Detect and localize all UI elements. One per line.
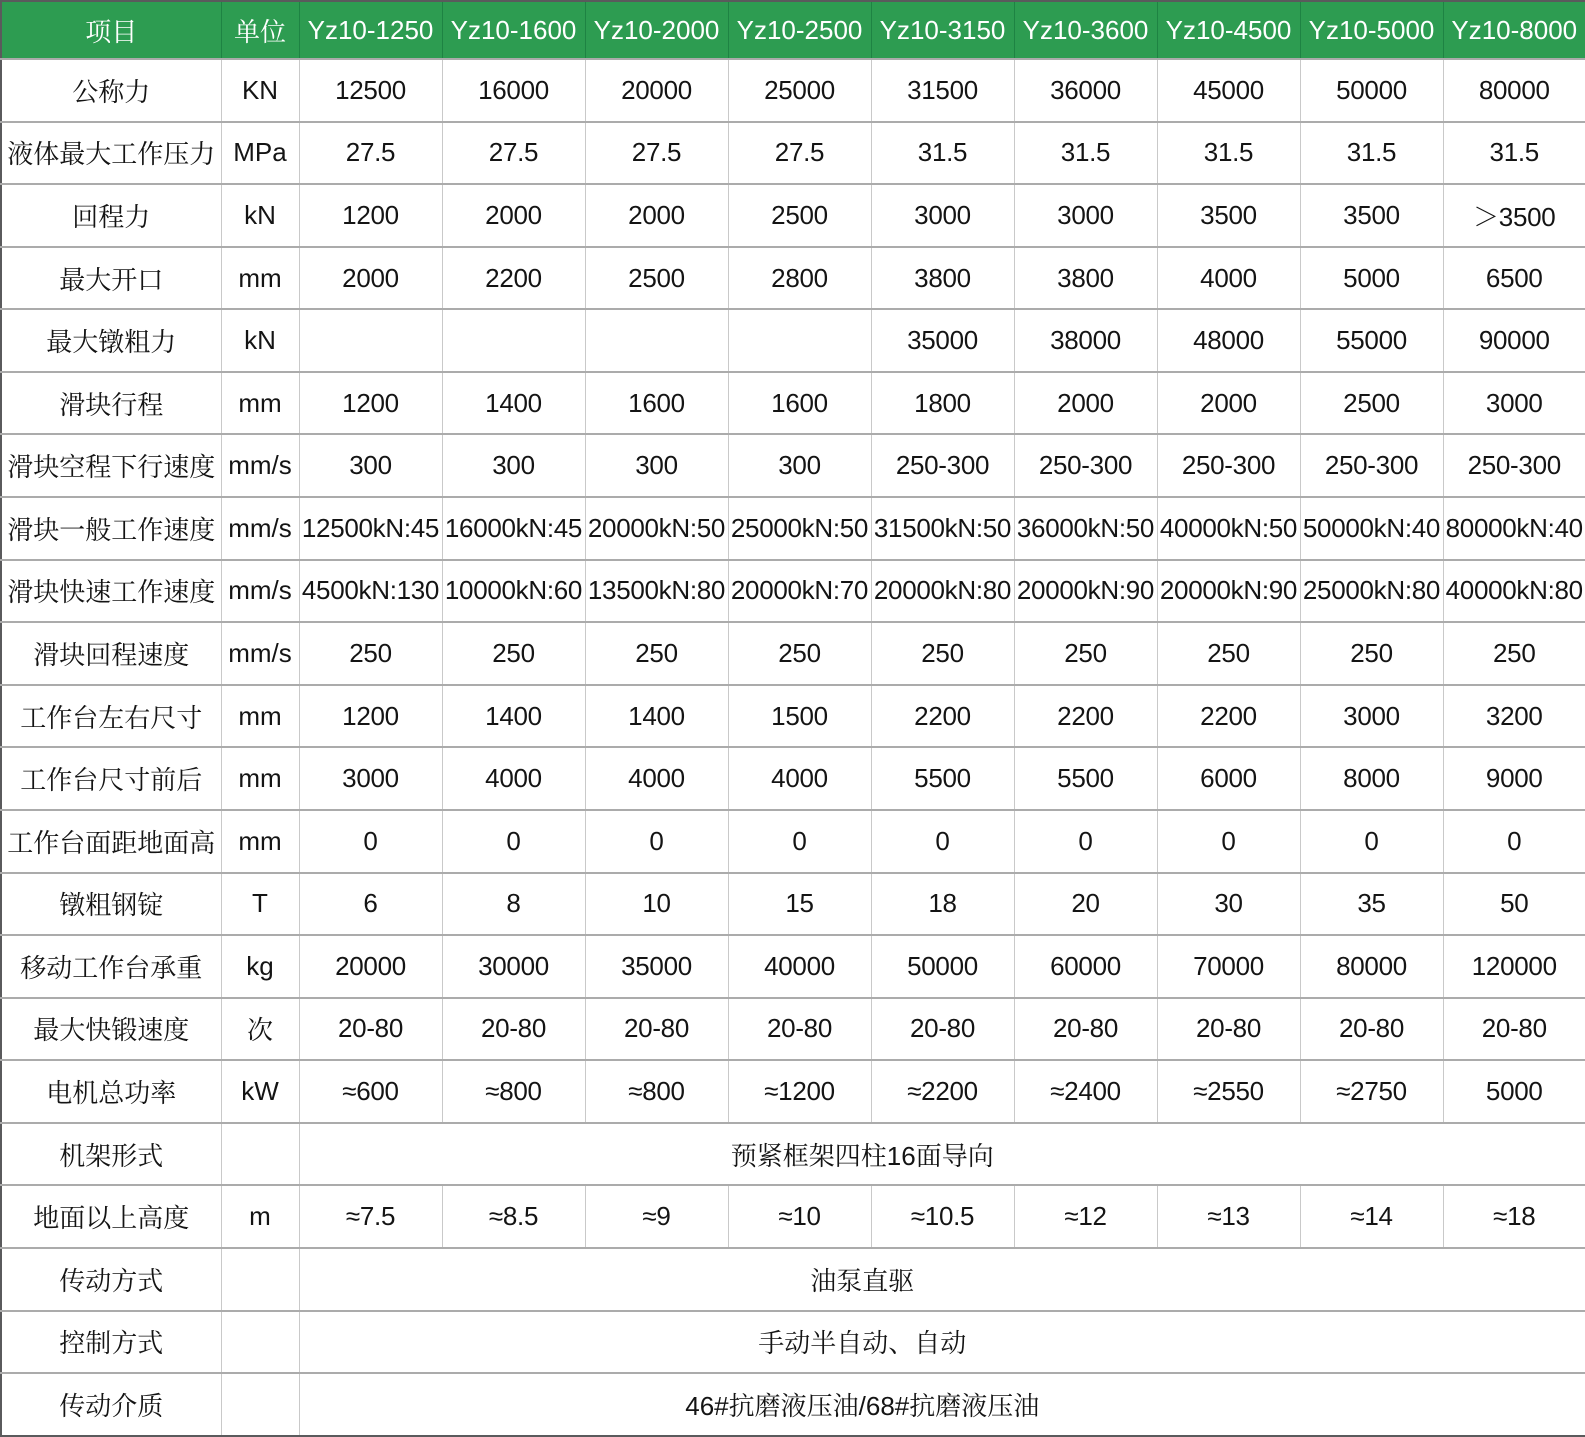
unit-cell: mm	[221, 247, 299, 310]
value-cell: 20000	[585, 59, 728, 122]
value-cell: 0	[299, 810, 442, 873]
value-cell: 0	[871, 810, 1014, 873]
value-cell: 20	[1014, 873, 1157, 936]
unit-cell	[221, 1373, 299, 1436]
unit-cell: MPa	[221, 122, 299, 185]
value-cell: 20000kN:50	[585, 497, 728, 560]
value-cell: 10000kN:60	[442, 560, 585, 623]
table-row	[1, 998, 1585, 1061]
value-cell	[442, 309, 585, 372]
value-cell: 2000	[1157, 372, 1300, 435]
value-cell: 70000	[1157, 935, 1300, 998]
value-cell: 8000	[1300, 747, 1443, 810]
value-cell: 2200	[1014, 685, 1157, 748]
value-cell: 1600	[728, 372, 871, 435]
value-cell: ≈2750	[1300, 1060, 1443, 1123]
value-cell: 1200	[299, 685, 442, 748]
value-cell: 50000kN:40	[1300, 497, 1443, 560]
value-cell: 35000	[871, 309, 1014, 372]
value-cell: 35000	[585, 935, 728, 998]
column-header-unit: 单位	[221, 1, 299, 59]
value-cell: 31.5	[1300, 122, 1443, 185]
column-header-yz10-2500: Yz10-2500	[728, 1, 871, 59]
unit-cell: mm	[221, 372, 299, 435]
value-cell: 2000	[585, 184, 728, 247]
value-cell: 5500	[1014, 747, 1157, 810]
value-cell: 3500	[1300, 184, 1443, 247]
value-cell: ≈2550	[1157, 1060, 1300, 1123]
value-cell: 300	[442, 434, 585, 497]
value-cell: ≈8.5	[442, 1185, 585, 1248]
unit-cell: kN	[221, 184, 299, 247]
value-cell: 1400	[585, 685, 728, 748]
value-cell: 6000	[1157, 747, 1300, 810]
value-cell: 27.5	[728, 122, 871, 185]
row-label: 传动方式	[1, 1248, 221, 1311]
column-header-yz10-2000: Yz10-2000	[585, 1, 728, 59]
value-cell	[585, 309, 728, 372]
table-row	[1, 1248, 1585, 1311]
value-cell: ≈2200	[871, 1060, 1014, 1123]
value-cell: 90000	[1443, 309, 1585, 372]
value-cell: 250	[1443, 622, 1585, 685]
value-cell: 2500	[1300, 372, 1443, 435]
value-cell: 20-80	[442, 998, 585, 1061]
value-cell: ≈800	[442, 1060, 585, 1123]
unit-cell: m	[221, 1185, 299, 1248]
value-cell: ≈13	[1157, 1185, 1300, 1248]
unit-cell	[221, 1123, 299, 1186]
value-cell: 12500	[299, 59, 442, 122]
unit-cell: mm	[221, 747, 299, 810]
value-cell: ≈18	[1443, 1185, 1585, 1248]
value-cell: 60000	[1014, 935, 1157, 998]
unit-cell: kg	[221, 935, 299, 998]
column-header-yz10-3150: Yz10-3150	[871, 1, 1014, 59]
row-label: 回程力	[1, 184, 221, 247]
value-cell: ≈600	[299, 1060, 442, 1123]
row-label: 最大快锻速度	[1, 998, 221, 1061]
value-cell: 250-300	[1300, 434, 1443, 497]
value-cell: 0	[1014, 810, 1157, 873]
row-label: 移动工作台承重	[1, 935, 221, 998]
row-label: 滑块回程速度	[1, 622, 221, 685]
unit-cell: mm	[221, 685, 299, 748]
value-cell: 27.5	[585, 122, 728, 185]
unit-cell: mm/s	[221, 497, 299, 560]
value-cell: 2200	[871, 685, 1014, 748]
value-cell: ≈10.5	[871, 1185, 1014, 1248]
column-header-yz10-1250: Yz10-1250	[299, 1, 442, 59]
value-cell: 30000	[442, 935, 585, 998]
unit-cell: T	[221, 873, 299, 936]
value-cell: 50000	[871, 935, 1014, 998]
value-cell: 36000	[1014, 59, 1157, 122]
value-cell: 250	[871, 622, 1014, 685]
value-cell: 16000	[442, 59, 585, 122]
value-cell: 0	[728, 810, 871, 873]
table-row	[1, 434, 1585, 497]
value-cell: 27.5	[299, 122, 442, 185]
value-cell: 35	[1300, 873, 1443, 936]
value-cell: 20-80	[1300, 998, 1443, 1061]
value-cell: 2000	[299, 247, 442, 310]
column-header-item: 项目	[1, 1, 221, 59]
row-label: 工作台尺寸前后	[1, 747, 221, 810]
value-cell: 2200	[1157, 685, 1300, 748]
value-cell: 13500kN:80	[585, 560, 728, 623]
value-cell: ＞3500	[1443, 184, 1585, 247]
row-label: 最大开口	[1, 247, 221, 310]
value-cell: 2000	[442, 184, 585, 247]
value-cell: 20-80	[1157, 998, 1300, 1061]
row-label: 滑块一般工作速度	[1, 497, 221, 560]
value-cell: 1400	[442, 372, 585, 435]
value-cell: ≈12	[1014, 1185, 1157, 1248]
value-cell: 2500	[585, 247, 728, 310]
value-cell: 300	[585, 434, 728, 497]
value-cell: 20-80	[728, 998, 871, 1061]
value-cell: 1200	[299, 184, 442, 247]
table-row	[1, 1373, 1585, 1436]
value-cell: 4000	[1157, 247, 1300, 310]
value-cell: 3200	[1443, 685, 1585, 748]
value-cell: 20000kN:90	[1014, 560, 1157, 623]
value-cell: 3000	[871, 184, 1014, 247]
value-cell: 0	[442, 810, 585, 873]
value-cell: 120000	[1443, 935, 1585, 998]
unit-cell: mm/s	[221, 434, 299, 497]
value-cell: 40000	[728, 935, 871, 998]
table-row	[1, 810, 1585, 873]
table-row	[1, 747, 1585, 810]
merged-value-cell: 手动半自动、自动	[299, 1311, 1585, 1374]
value-cell: 20000	[299, 935, 442, 998]
table-row	[1, 309, 1585, 372]
row-label: 工作台面距地面高	[1, 810, 221, 873]
table-row	[1, 372, 1585, 435]
value-cell: 1400	[442, 685, 585, 748]
table-row	[1, 1185, 1585, 1248]
value-cell: 40000kN:50	[1157, 497, 1300, 560]
unit-cell	[221, 1311, 299, 1374]
value-cell: 5500	[871, 747, 1014, 810]
value-cell: ≈10	[728, 1185, 871, 1248]
merged-value-cell: 预紧框架四柱16面导向	[299, 1123, 1585, 1186]
column-header-yz10-1600: Yz10-1600	[442, 1, 585, 59]
table-row	[1, 247, 1585, 310]
value-cell: ≈7.5	[299, 1185, 442, 1248]
row-label: 滑块空程下行速度	[1, 434, 221, 497]
value-cell: 20000kN:70	[728, 560, 871, 623]
row-label: 电机总功率	[1, 1060, 221, 1123]
spec-table-header	[1, 1, 1585, 59]
spec-table-body	[1, 59, 1585, 1436]
value-cell: 250-300	[1014, 434, 1157, 497]
value-cell: 20000kN:80	[871, 560, 1014, 623]
value-cell: 250-300	[1157, 434, 1300, 497]
value-cell: 3000	[299, 747, 442, 810]
value-cell: 80000	[1443, 59, 1585, 122]
unit-cell: mm	[221, 810, 299, 873]
value-cell: 31.5	[1157, 122, 1300, 185]
row-label: 传动介质	[1, 1373, 221, 1436]
value-cell: 250	[442, 622, 585, 685]
value-cell: 9000	[1443, 747, 1585, 810]
row-label: 滑块快速工作速度	[1, 560, 221, 623]
value-cell: 25000kN:80	[1300, 560, 1443, 623]
unit-cell	[221, 1248, 299, 1311]
value-cell: 20-80	[1014, 998, 1157, 1061]
value-cell: 40000kN:80	[1443, 560, 1585, 623]
unit-cell: mm/s	[221, 622, 299, 685]
value-cell: ≈2400	[1014, 1060, 1157, 1123]
table-row	[1, 622, 1585, 685]
value-cell: 3000	[1443, 372, 1585, 435]
value-cell: 1200	[299, 372, 442, 435]
value-cell: 20-80	[299, 998, 442, 1061]
value-cell: 5000	[1300, 247, 1443, 310]
value-cell: 300	[728, 434, 871, 497]
value-cell: 3800	[1014, 247, 1157, 310]
value-cell: 3500	[1157, 184, 1300, 247]
column-header-yz10-3600: Yz10-3600	[1014, 1, 1157, 59]
value-cell: 55000	[1300, 309, 1443, 372]
row-label: 地面以上高度	[1, 1185, 221, 1248]
value-cell: 2500	[728, 184, 871, 247]
value-cell: 1600	[585, 372, 728, 435]
row-label: 滑块行程	[1, 372, 221, 435]
row-label: 公称力	[1, 59, 221, 122]
value-cell: 250	[1157, 622, 1300, 685]
value-cell: 31500kN:50	[871, 497, 1014, 560]
value-cell: 2800	[728, 247, 871, 310]
column-header-yz10-8000: Yz10-8000	[1443, 1, 1585, 59]
value-cell: 18	[871, 873, 1014, 936]
value-cell: 3000	[1300, 685, 1443, 748]
table-row	[1, 1060, 1585, 1123]
merged-value-cell: 46#抗磨液压油/68#抗磨液压油	[299, 1373, 1585, 1436]
column-header-yz10-4500: Yz10-4500	[1157, 1, 1300, 59]
table-row	[1, 685, 1585, 748]
row-label: 工作台左右尺寸	[1, 685, 221, 748]
table-row	[1, 873, 1585, 936]
value-cell: 20-80	[871, 998, 1014, 1061]
value-cell: 4000	[585, 747, 728, 810]
value-cell: 36000kN:50	[1014, 497, 1157, 560]
value-cell: 0	[585, 810, 728, 873]
row-label: 控制方式	[1, 1311, 221, 1374]
header-row	[1, 1, 1585, 59]
value-cell: 3800	[871, 247, 1014, 310]
row-label: 最大镦粗力	[1, 309, 221, 372]
value-cell: 5000	[1443, 1060, 1585, 1123]
row-label: 机架形式	[1, 1123, 221, 1186]
value-cell: 10	[585, 873, 728, 936]
table-row	[1, 1123, 1585, 1186]
unit-cell: kW	[221, 1060, 299, 1123]
value-cell: 6500	[1443, 247, 1585, 310]
value-cell: 250	[1300, 622, 1443, 685]
value-cell: 250	[585, 622, 728, 685]
value-cell: 30	[1157, 873, 1300, 936]
value-cell: 2200	[442, 247, 585, 310]
value-cell: 27.5	[442, 122, 585, 185]
table-row	[1, 935, 1585, 998]
value-cell: ≈800	[585, 1060, 728, 1123]
table-row	[1, 122, 1585, 185]
table-row	[1, 1311, 1585, 1374]
value-cell: 4000	[442, 747, 585, 810]
value-cell: 31500	[871, 59, 1014, 122]
value-cell: 8	[442, 873, 585, 936]
value-cell: 50	[1443, 873, 1585, 936]
value-cell: 0	[1157, 810, 1300, 873]
value-cell: 250	[728, 622, 871, 685]
value-cell: 80000kN:40	[1443, 497, 1585, 560]
table-row	[1, 560, 1585, 623]
value-cell: 1800	[871, 372, 1014, 435]
column-header-yz10-5000: Yz10-5000	[1300, 1, 1443, 59]
value-cell: 1500	[728, 685, 871, 748]
value-cell: ≈1200	[728, 1060, 871, 1123]
value-cell: 3000	[1014, 184, 1157, 247]
table-row	[1, 184, 1585, 247]
table-row	[1, 59, 1585, 122]
value-cell: 4500kN:130	[299, 560, 442, 623]
merged-value-cell: 油泵直驱	[299, 1248, 1585, 1311]
value-cell: 0	[1300, 810, 1443, 873]
value-cell: ≈14	[1300, 1185, 1443, 1248]
value-cell: 0	[1443, 810, 1585, 873]
unit-cell: KN	[221, 59, 299, 122]
value-cell: 4000	[728, 747, 871, 810]
value-cell: 38000	[1014, 309, 1157, 372]
unit-cell: mm/s	[221, 560, 299, 623]
value-cell: 250	[299, 622, 442, 685]
value-cell: 25000kN:50	[728, 497, 871, 560]
value-cell: 16000kN:45	[442, 497, 585, 560]
value-cell: 80000	[1300, 935, 1443, 998]
table-row	[1, 497, 1585, 560]
value-cell: 250-300	[871, 434, 1014, 497]
value-cell: 250	[1014, 622, 1157, 685]
value-cell: 45000	[1157, 59, 1300, 122]
unit-cell: 次	[221, 998, 299, 1061]
value-cell: 2000	[1014, 372, 1157, 435]
value-cell: 50000	[1300, 59, 1443, 122]
value-cell: 20-80	[1443, 998, 1585, 1061]
value-cell: 31.5	[1014, 122, 1157, 185]
value-cell: 25000	[728, 59, 871, 122]
value-cell: 31.5	[1443, 122, 1585, 185]
row-label: 镦粗钢锭	[1, 873, 221, 936]
value-cell: 12500kN:45	[299, 497, 442, 560]
value-cell	[728, 309, 871, 372]
value-cell: 20000kN:90	[1157, 560, 1300, 623]
value-cell	[299, 309, 442, 372]
value-cell: 31.5	[871, 122, 1014, 185]
value-cell: 48000	[1157, 309, 1300, 372]
value-cell: 250-300	[1443, 434, 1585, 497]
value-cell: 6	[299, 873, 442, 936]
unit-cell: kN	[221, 309, 299, 372]
value-cell: ≈9	[585, 1185, 728, 1248]
value-cell: 15	[728, 873, 871, 936]
value-cell: 300	[299, 434, 442, 497]
value-cell: 20-80	[585, 998, 728, 1061]
row-label: 液体最大工作压力	[1, 122, 221, 185]
